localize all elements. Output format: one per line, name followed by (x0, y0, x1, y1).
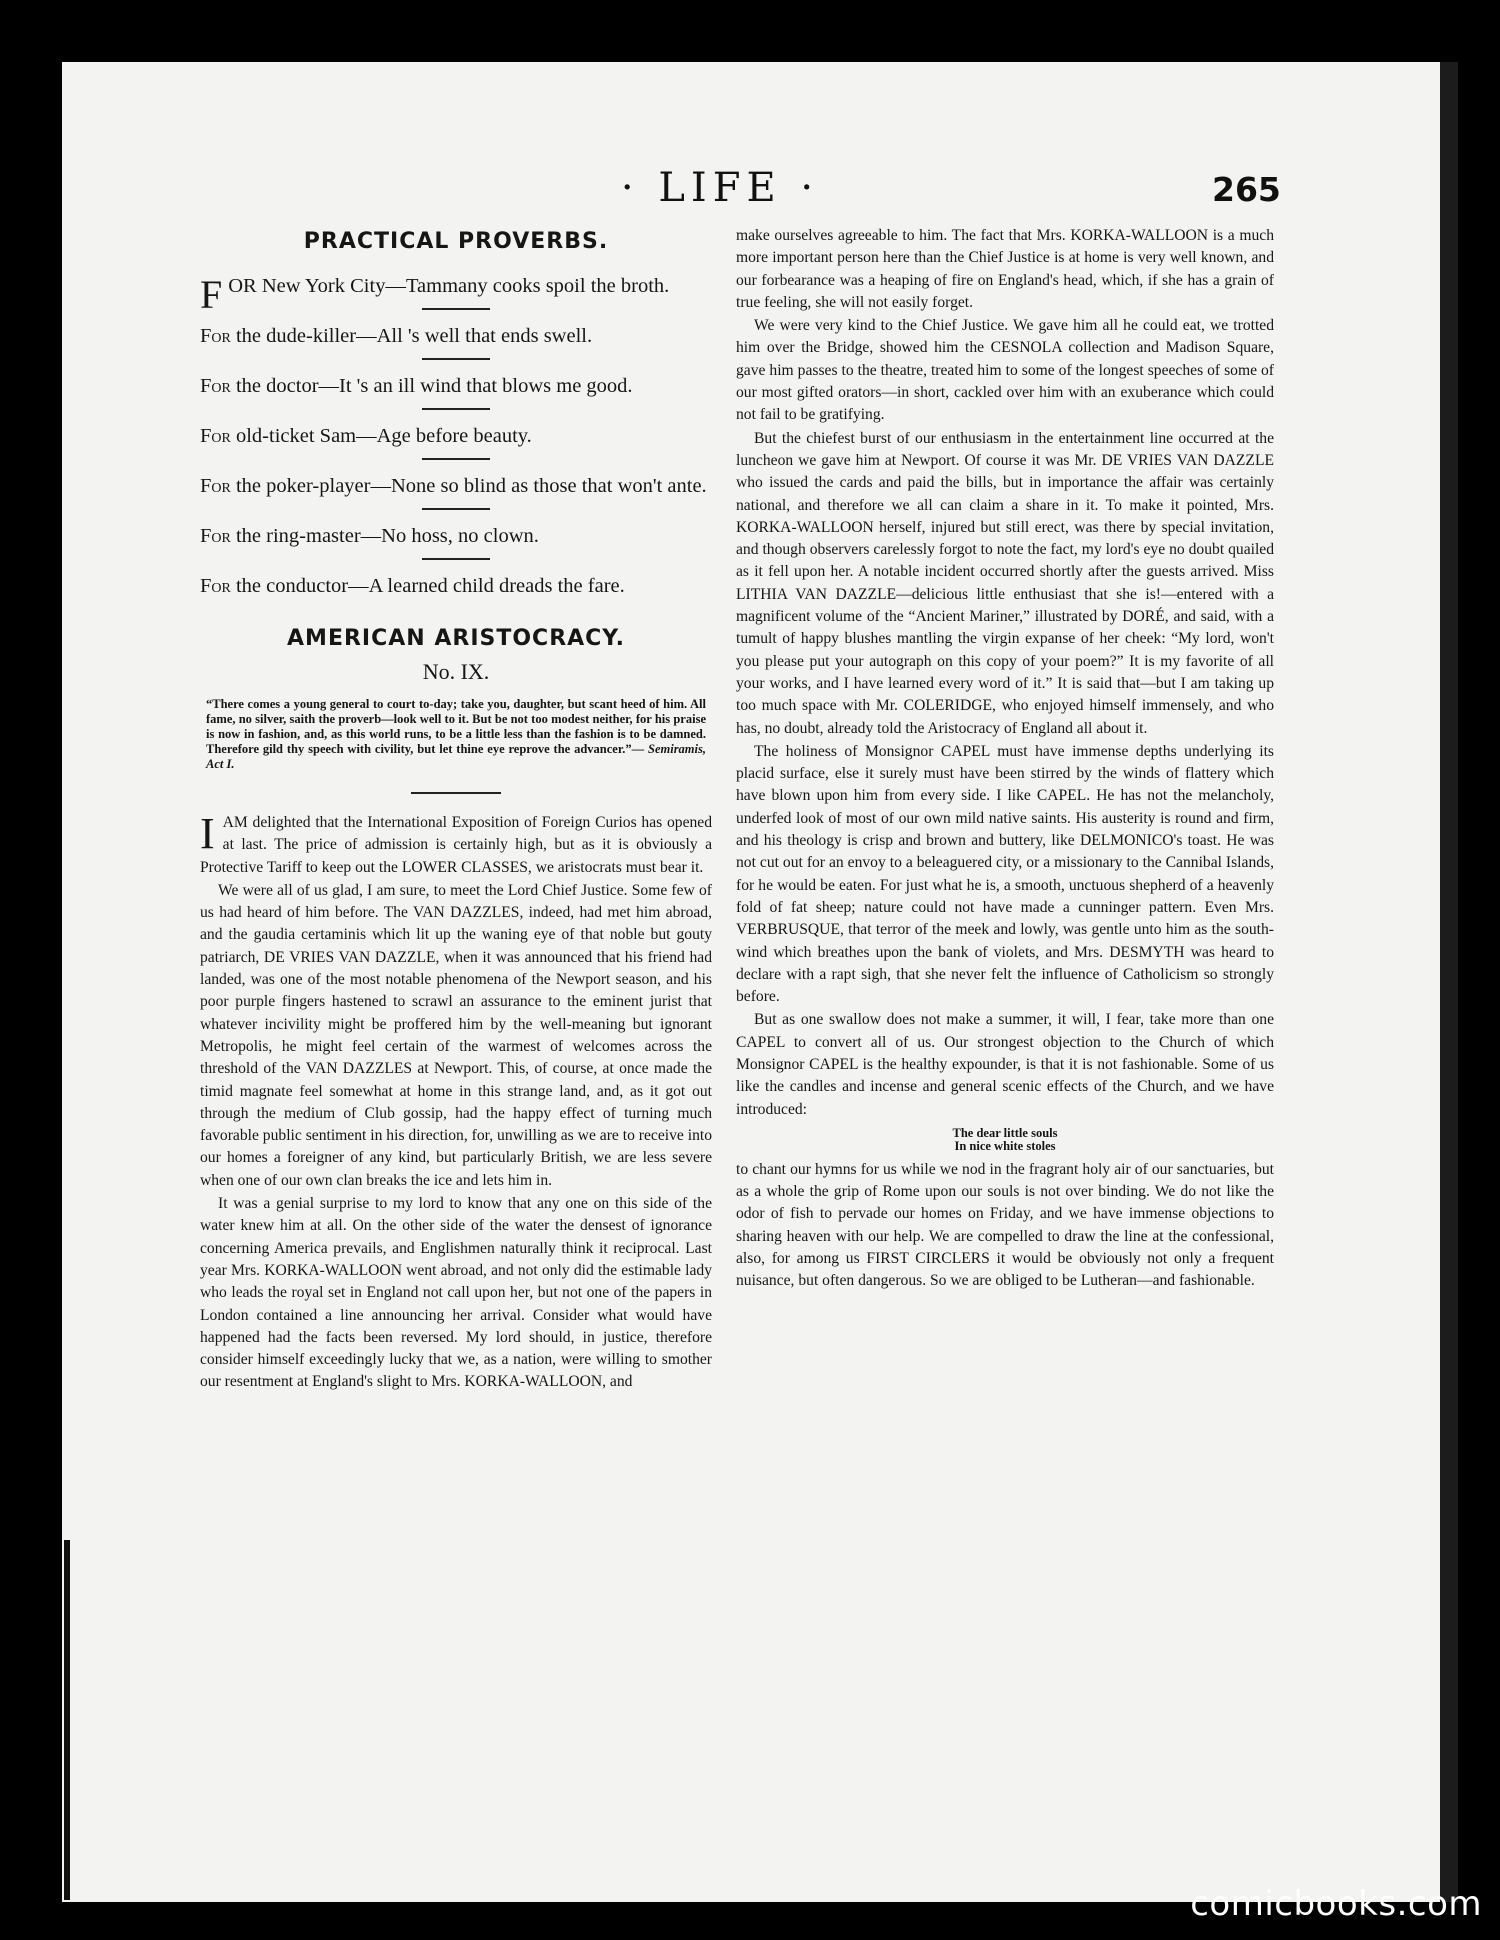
proverb-text: the ring-master—No hoss, no clown. (230, 525, 539, 547)
article-body-left (200, 809, 712, 1394)
proverb-for: For (200, 475, 231, 497)
poem-quote (736, 1127, 1274, 1153)
proverb-dropcap: F (200, 272, 223, 317)
proverb-text: New York City—Tammany cooks spoil the broth. (256, 275, 670, 297)
article-paragraph: make ourselves agreeable to him. The fact that Mrs. KORKA-WALLOON is a much more important person here than the Chief Justice is at home is very well known, and our forbearance was a heaping of fire on England's head, which, if she has a grain of true feeling, she will not easily forget. (736, 227, 1274, 311)
proverb-divider (422, 308, 490, 310)
article-title: AMERICAN ARISTOCRACY. (287, 626, 625, 651)
proverb-line (200, 424, 712, 448)
binding-edge (64, 1540, 70, 1900)
section-divider (411, 792, 501, 794)
poem-line: The dear little souls (952, 1125, 1058, 1140)
proverb-text: the doctor—It 's an ill wind that blows me good. (230, 375, 633, 397)
article-paragraph: We were very kind to the Chief Justice. We gave him all he could eat, we trotted him over the Bridge, showed him the CESNOLA collection and Madison Square, gave him passes to the theatre, treated him to some of the longest speeches of some of our most gifted orators—in short, cackled over him with an exuberance which could not fail to be gratifying. (736, 317, 1274, 424)
article-body-right (736, 225, 1274, 1121)
article-paragraph: to chant our hymns for us while we nod in the fragrant holy air of our sanctuaries, but as a whole the grip of Rome upon our souls is not over binding. We do not like the odor of fish to pervade our homes on Friday, and we have immense objections to sharing heaven with our help. We are compelled to draw the line at the confessional, also, for among us FIRST CIRCLERS it would be obviously not only a frequent nuisance, but often dangerous. So we are obliged to be Lutheran—and fashionable. (736, 1160, 1274, 1290)
proverb-for: OR (228, 275, 257, 297)
proverb-for: For (200, 525, 231, 547)
proverb-text: the poker-player—None so blind as those that won't ante. (230, 475, 707, 497)
article-paragraph: But as one swallow does not make a summer, it will, I fear, take more than one CAPEL to convert all of us. Our strongest objection to the Church of which Monsignor CAPEL is the healthy expounder, is that it is not fashionable. Some of us like the candles and incense and general scenic effects of the Church, and we have introduced: (736, 1011, 1274, 1118)
article-paragraph: The holiness of Monsignor CAPEL must have immense depths underlying its placid surface, else it surely must have been stirred by the winds of flattery which have blown upon him from every side. I like CAPEL. He has not the melancholy, underfed look of most of our own mild native saints. His austerity is round and firm, and his theology is crisp and brown and buttery, like DELMONICO's toast. He was not cut out for an envoy to a beleaguered city, or a missionary to the Cannibal Islands, for he would be eaten. For just what he is, a smooth, unctuous shepherd of a heavenly fold of fat sheep; nature could not have made a cunninger pattern. Even Mrs. VERBRUSQUE, that terror of the meek and lowly, was gentle unto him as the south-wind which breathes upon the bank of violets, and Mrs. DESMYTH was heard to declare with a rapt sigh, that she never felt the influence of Catholicism so strongly before. (736, 742, 1274, 1006)
proverb-line (200, 474, 712, 498)
proverb-divider (422, 558, 490, 560)
page-number: 265 (1212, 170, 1281, 209)
paragraph-text: We were all of us glad, I am sure, to meet the Lord Chief Justice. Some few of us had heard of him before. The VAN DAZZLES, indeed, had met him abroad, and the gaudia certaminis which lit up the waning eye of that noble but gouty patriarch, DE VRIES VAN DAZZLE, when it was announced that his friend had landed, was one of the most notable phenomena of the Newport season, and his poor purple fingers hastened to scrawl an assurance to the eminent jurist that whatever incivility might be proffered him by the well-meaning but ignorant Metropolis, he might feel certain of the warmest of welcomes across the threshold of the VAN DAZZLES at Newport. This, of course, at once made the timid magnate feel somewhat at home in this strange land, and, as it got out through the medium of Club gossip, had the happy effect of turning much favorable public sentiment in his direction, for, unwilling as we are to receive into our homes a foreigner of any kind, but particularly British, we are less severe when one of our own clan breaks the ice and lets him in. (200, 881, 712, 1189)
proverb-divider (422, 508, 490, 510)
left-column (200, 225, 712, 1395)
article-dropcap: I (200, 809, 215, 858)
proverb-for: For (200, 575, 231, 597)
proverb-text: the conductor—A learned child dreads the fare. (230, 575, 625, 597)
proverb-line (200, 324, 712, 348)
right-column (736, 225, 1274, 1294)
article-paragraph: But the chiefest burst of our enthusiasm in the entertainment line occurred at the luncheon we gave him at Newport. Of course it was Mr. DE VRIES VAN DAZZLE who issued the cards and paid the bills, but in importance the affair was certainly national, and therefore we all can claim a share in it. To make it pointed, Mrs. KORKA-WALLOON herself, injured but still erect, was there by special invitation, and though observers carelessly forgot to note the fact, my lord's eye no doubt quailed as it fell upon her. A notable incident occurred shortly after the guests arrived. Miss LITHIA VAN DAZZLE—delicious little enthusiast that she is!—entered with a magnificent volume of the “Ancient Mariner,” illustrated by DORÉ, and said, with a tumult of happy blushes mantling the virgin expanse of her cheek: “My lord, won't you please put your autograph on this copy of your poem?” It is my favorite of all your works, and I have learned every word of it.” It is said that—but I am taking up too much space with Mr. COLERIDGE, who enjoyed himself immensely, and who has, no doubt, already told the Aristocracy of England all about it. (736, 429, 1274, 737)
proverb-divider (422, 408, 490, 410)
proverb-text: old-ticket Sam—Age before beauty. (230, 425, 532, 447)
proverbs-title: PRACTICAL PROVERBS. (303, 229, 609, 254)
proverb-line (200, 374, 712, 398)
proverb-line (200, 524, 712, 548)
scan-edge (1440, 62, 1458, 1902)
article-paragraph (200, 1193, 712, 1394)
epigraph-source: Semiramis, Act I. (206, 742, 706, 771)
article-paragraph (200, 809, 712, 879)
epigraph (206, 697, 706, 772)
paragraph-text: AM delighted that the International Exposition of Foreign Curios has opened at last. The price of admission is certainly high, but as it is obviously a Protective Tariff to keep out the LOWER CLASSES, we aristocrats must bear it. (200, 814, 712, 876)
poem-line: In nice white stoles (954, 1138, 1056, 1153)
proverb-divider (422, 358, 490, 360)
article-paragraph (200, 880, 712, 1192)
article-number: No. IX. (422, 659, 490, 684)
article-body-right-continued (736, 1159, 1274, 1293)
proverb-for: For (200, 425, 231, 447)
proverb-line (200, 574, 712, 598)
proverb-for: For (200, 375, 231, 397)
epigraph-text: “There comes a young general to court to-day; take you, daughter, but scant heed of him. All fame, no silver, saith the proverb—look well to it. But be not too modest neither, for his praise is now in fashion, and, as this world runs, to be a little less than the fashion is to be damned. Therefore gild thy speech with civility, but let thine eye reprove the advancer.”— (206, 697, 706, 756)
proverb-for: For (200, 325, 231, 347)
proverb-text: the dude-killer—All 's well that ends swell. (230, 325, 593, 347)
masthead-title: · LIFE · (620, 165, 820, 211)
proverb-divider (422, 458, 490, 460)
proverb-list (200, 274, 712, 598)
watermark: comicbooks.com (1190, 1884, 1482, 1924)
paragraph-text: It was a genial surprise to my lord to know that any one on this side of the water knew him at all. On the other side of the water the densest of ignorance concerning America prevails, and Englishmen naturally think it reciprocal. Last year Mrs. KORKA-WALLOON went abroad, and not only did the estimable lady who leads the royal set in England not call upon her, but not one of the papers in London contained a line announcing her arrival. Consider what would have happened had the facts been reversed. My lord should, in justice, therefore consider himself exceedingly lucky that we, as a nation, were willing to smother our resentment at England's slight to Mrs. KORKA-WALLOON, and (200, 1195, 712, 1391)
proverb-line (200, 272, 712, 317)
